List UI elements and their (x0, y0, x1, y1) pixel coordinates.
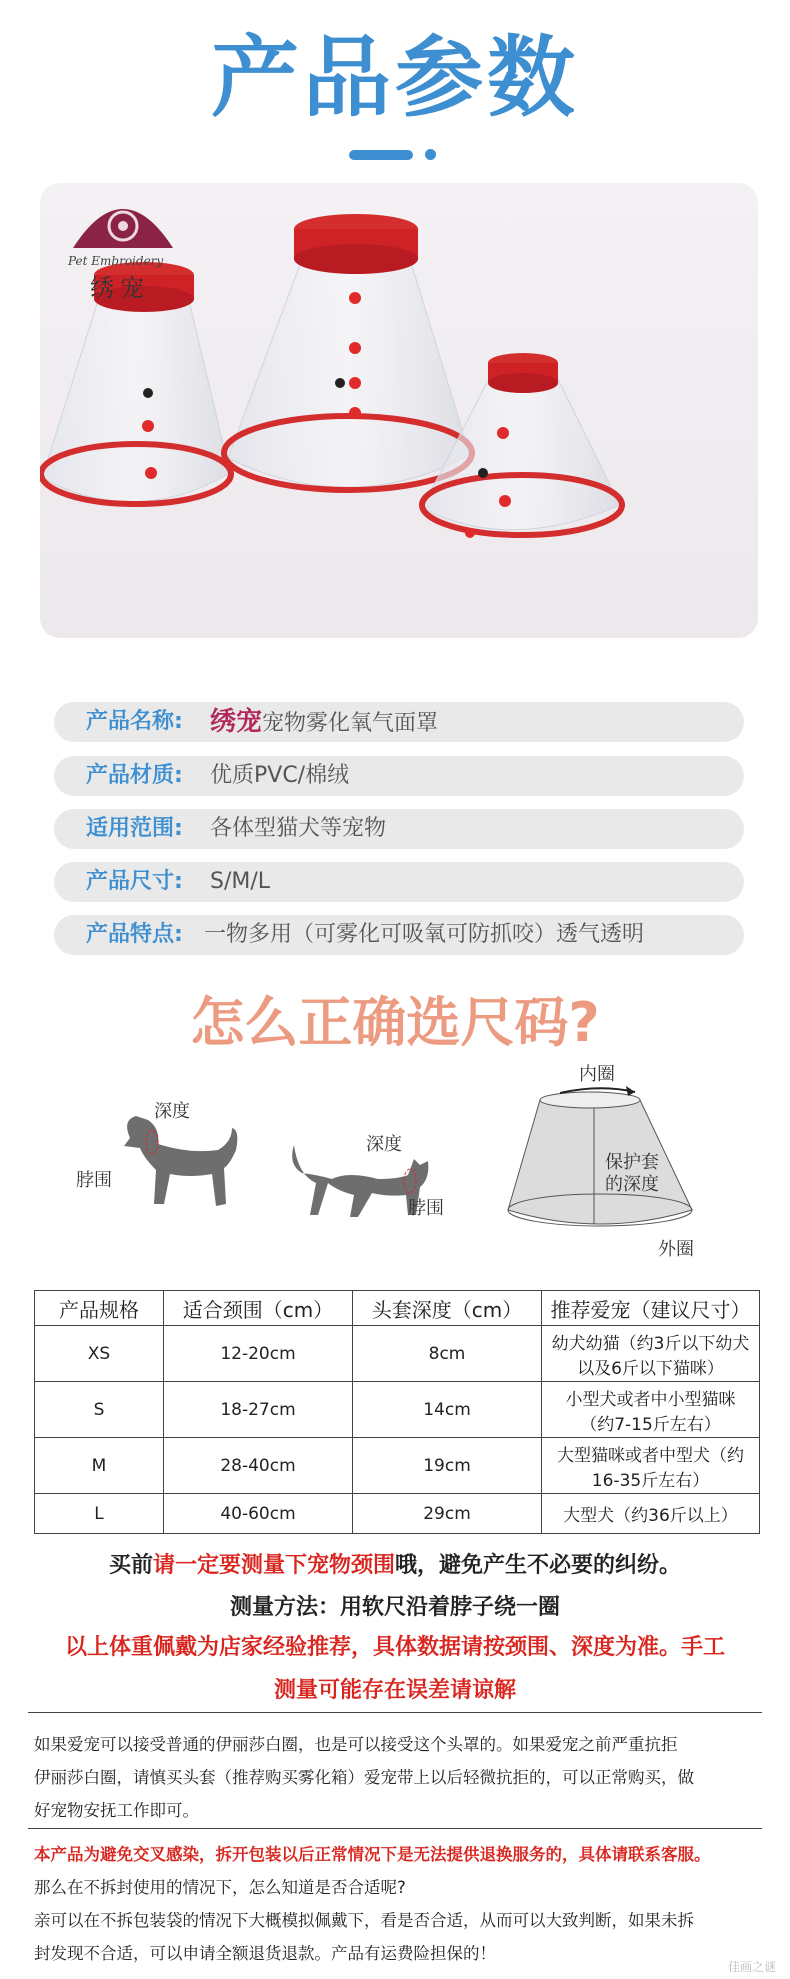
pet-cell (542, 1494, 760, 1534)
watermark: 佳画之谜 (728, 1960, 777, 1974)
tip-highlight: 请一定要测量下宠物颈围 (152, 1553, 395, 1578)
notes-paragraph-2 (34, 1838, 756, 1970)
pet-line: 幼犬幼猫（约3斤以下幼犬 (551, 1333, 750, 1354)
spec-row-features (54, 915, 744, 955)
logo-emblem (68, 190, 178, 250)
neck-cell: 40-60cm (164, 1494, 353, 1534)
spec-row-name (54, 702, 744, 742)
depth-cell: 29cm (353, 1494, 542, 1534)
tip-line-1 (0, 1548, 790, 1584)
cat-depth-label: 深度 (366, 1134, 402, 1155)
neck-cell: 12-20cm (164, 1326, 353, 1382)
tip-line-2: 测量方法：用软尺沿着脖子绕一圈 (229, 1595, 560, 1620)
note-line: 封发现不合适，可以申请全额退货退款。产品有运费险担保的！ (34, 1944, 496, 1963)
spec-key: 产品名称: (86, 709, 183, 734)
table-row (35, 1326, 760, 1382)
note-line: 亲可以在不拆包装袋的情况下大概模拟佩戴下，看是否合适，从而可以大致判断，如果未拆 (34, 1911, 694, 1930)
title-decoration (349, 144, 436, 163)
spec-brand: 绣宠 (210, 707, 263, 737)
spec-row-size (54, 862, 744, 902)
tip-text: 买前 (108, 1553, 153, 1578)
pet-line: 小型犬或者中小型猫咪 (565, 1389, 736, 1410)
cone-outer-label: 外圈 (658, 1239, 694, 1260)
depth-cell: 14cm (353, 1382, 542, 1438)
size-table (34, 1290, 760, 1534)
warning-line: 本产品为避免交叉感染，拆开包装以后正常情况下是无法提供退换服务的，具体请联系客服。 (34, 1845, 711, 1864)
note-line: 伊丽莎白圈，请慎买头套（推荐购买雾化箱）爱宠带上以后轻微抗拒的，可以正常购买，做 (34, 1768, 694, 1787)
size-guide-title: 怎么正确选尺码? (190, 991, 600, 1054)
depth-cell: 19cm (353, 1438, 542, 1494)
depth-cell: 8cm (353, 1326, 542, 1382)
pet-line: （约7-15斤左右） (580, 1414, 721, 1435)
page-title: 产品参数 (210, 26, 579, 129)
neck-cell: 18-27cm (164, 1382, 353, 1438)
logo-text-cn: 绣宠 (90, 274, 150, 302)
pet-cell (542, 1326, 760, 1382)
pet-cell (542, 1438, 760, 1494)
spec-value: 宠物雾化氧气面罩 (262, 711, 439, 736)
table-row (35, 1382, 760, 1438)
dog-depth-label: 深度 (154, 1101, 190, 1122)
pet-line: 以及6斤以下猫咪） (577, 1358, 724, 1379)
table-header: 头套深度（cm） (353, 1291, 542, 1326)
spec-key: 产品尺寸: (86, 869, 183, 894)
cat-neck-label: 脖围 (408, 1198, 444, 1219)
note-line: 那么在不拆封使用的情况下，怎么知道是否合适呢? (34, 1878, 406, 1897)
spec-value: 一物多用（可雾化可吸氧可防抓咬）透气透明 (204, 922, 645, 947)
note-line: 好宠物安抚工作即可。 (34, 1801, 199, 1820)
divider (28, 1828, 762, 1829)
spec-key: 适用范围: (86, 816, 183, 841)
divider (28, 1712, 762, 1713)
table-row (35, 1438, 760, 1494)
table-row (35, 1494, 760, 1534)
spec-value: 各体型猫犬等宠物 (210, 816, 387, 841)
cone-depth-label-1: 保护套 (605, 1152, 659, 1173)
size-cell: S (35, 1382, 164, 1438)
notes-paragraph-1 (34, 1728, 756, 1827)
spec-row-scope (54, 809, 744, 849)
tip-text: 哦，避免产生不必要的纠纷。 (395, 1553, 682, 1578)
pet-line: 大型猫咪或者中型犬（约 (557, 1445, 744, 1466)
spec-value: S/M/L (210, 869, 271, 894)
table-header-row (35, 1291, 760, 1326)
table-header: 推荐爱宠（建议尺寸） (542, 1291, 760, 1326)
dog-neck-label: 脖围 (76, 1170, 112, 1191)
cone-depth-label-2: 的深度 (605, 1174, 659, 1195)
logo-text-en: Pet Embroidery (68, 254, 164, 268)
cone-inner-label: 内圈 (579, 1064, 615, 1085)
brand-logo (68, 190, 218, 303)
pet-cell (542, 1382, 760, 1438)
table-header: 适合颈围（cm） (164, 1291, 353, 1326)
cone-diagram (500, 1080, 700, 1250)
size-cell: XS (35, 1326, 164, 1382)
spec-key: 产品特点: (86, 922, 183, 947)
table-header: 产品规格 (35, 1291, 164, 1326)
spec-value: 优质PVC/棉绒 (210, 763, 350, 788)
tip-line-4: 测量可能存在误差请谅解 (273, 1678, 516, 1703)
pet-line: 16-35斤左右） (591, 1470, 710, 1491)
pet-line: 大型犬（约36斤以上） (563, 1506, 738, 1526)
tip-line-3: 以上体重佩戴为店家经验推荐，具体数据请按颈围、深度为准。手工 (64, 1635, 725, 1660)
spec-key: 产品材质: (86, 763, 183, 788)
size-cell: M (35, 1438, 164, 1494)
neck-cell: 28-40cm (164, 1438, 353, 1494)
size-cell: L (35, 1494, 164, 1534)
spec-row-material (54, 756, 744, 796)
note-line: 如果爱宠可以接受普通的伊丽莎白圈，也是可以接受这个头罩的。如果爱宠之前严重抗拒 (34, 1735, 678, 1754)
